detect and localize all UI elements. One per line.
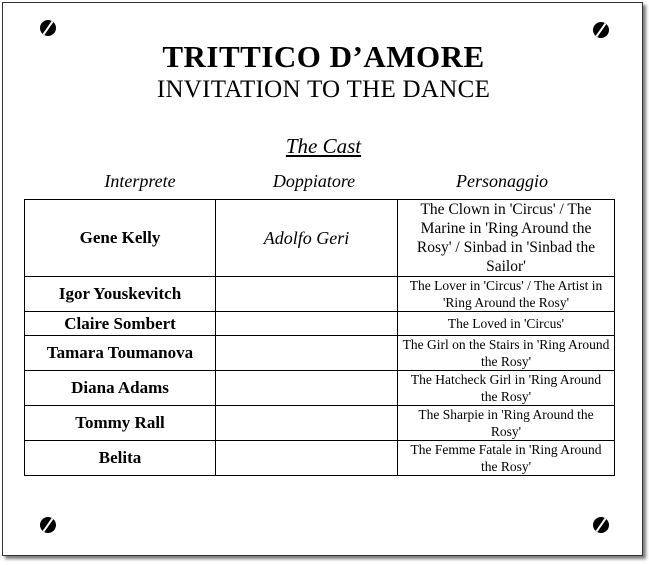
screw-icon: [593, 22, 609, 38]
table-row: [25, 406, 615, 441]
screw-icon: [40, 20, 56, 36]
screw-icon: [40, 517, 56, 533]
dubber-cell: [216, 371, 398, 406]
plaque: [2, 2, 643, 556]
table-row: [25, 441, 615, 476]
role-cell: The Girl on the Stairs in 'Ring Around the Rosy': [398, 336, 615, 371]
actor-cell: Tamara Toumanova: [25, 336, 216, 371]
table-row: [25, 371, 615, 406]
actor-cell: Gene Kelly: [25, 200, 216, 277]
page-title: TRITTICO D’AMORE: [162, 39, 485, 74]
dubber-cell: [216, 277, 398, 312]
table-row: [25, 336, 615, 371]
dubber-cell: [216, 336, 398, 371]
column-header-interprete: Interprete: [104, 171, 176, 191]
actor-cell: Belita: [25, 441, 216, 476]
dubber-cell: [216, 312, 398, 336]
actor-cell: Diana Adams: [25, 371, 216, 406]
role-cell: The Femme Fatale in 'Ring Around the Rosy': [398, 441, 615, 476]
column-header-personaggio: Personaggio: [456, 171, 548, 191]
role-cell: The Sharpie in 'Ring Around the Rosy': [398, 406, 615, 441]
role-cell: The Hatcheck Girl in 'Ring Around the Rosy': [398, 371, 615, 406]
actor-cell: Igor Youskevitch: [25, 277, 216, 312]
table-row: [25, 277, 615, 312]
table-row: [25, 312, 615, 336]
screw-icon: [593, 517, 609, 533]
column-header-doppiatore: Doppiatore: [272, 171, 356, 191]
dubber-cell: [216, 441, 398, 476]
role-cell: The Clown in 'Circus' / The Marine in 'Ring Around the Rosy' / Sinbad in 'Sinbad the Sailor': [398, 200, 615, 277]
cast-heading: The Cast: [285, 134, 362, 158]
page-subtitle: INVITATION TO THE DANCE: [156, 76, 491, 103]
cast-table: [24, 199, 615, 476]
table-row: [25, 200, 615, 277]
dubber-cell: Adolfo Geri: [216, 200, 398, 277]
actor-cell: Tommy Rall: [25, 406, 216, 441]
role-cell: The Loved in 'Circus': [398, 312, 615, 336]
role-cell: The Lover in 'Circus' / The Artist in 'Ring Around the Rosy': [398, 277, 615, 312]
actor-cell: Claire Sombert: [25, 312, 216, 336]
dubber-cell: [216, 406, 398, 441]
